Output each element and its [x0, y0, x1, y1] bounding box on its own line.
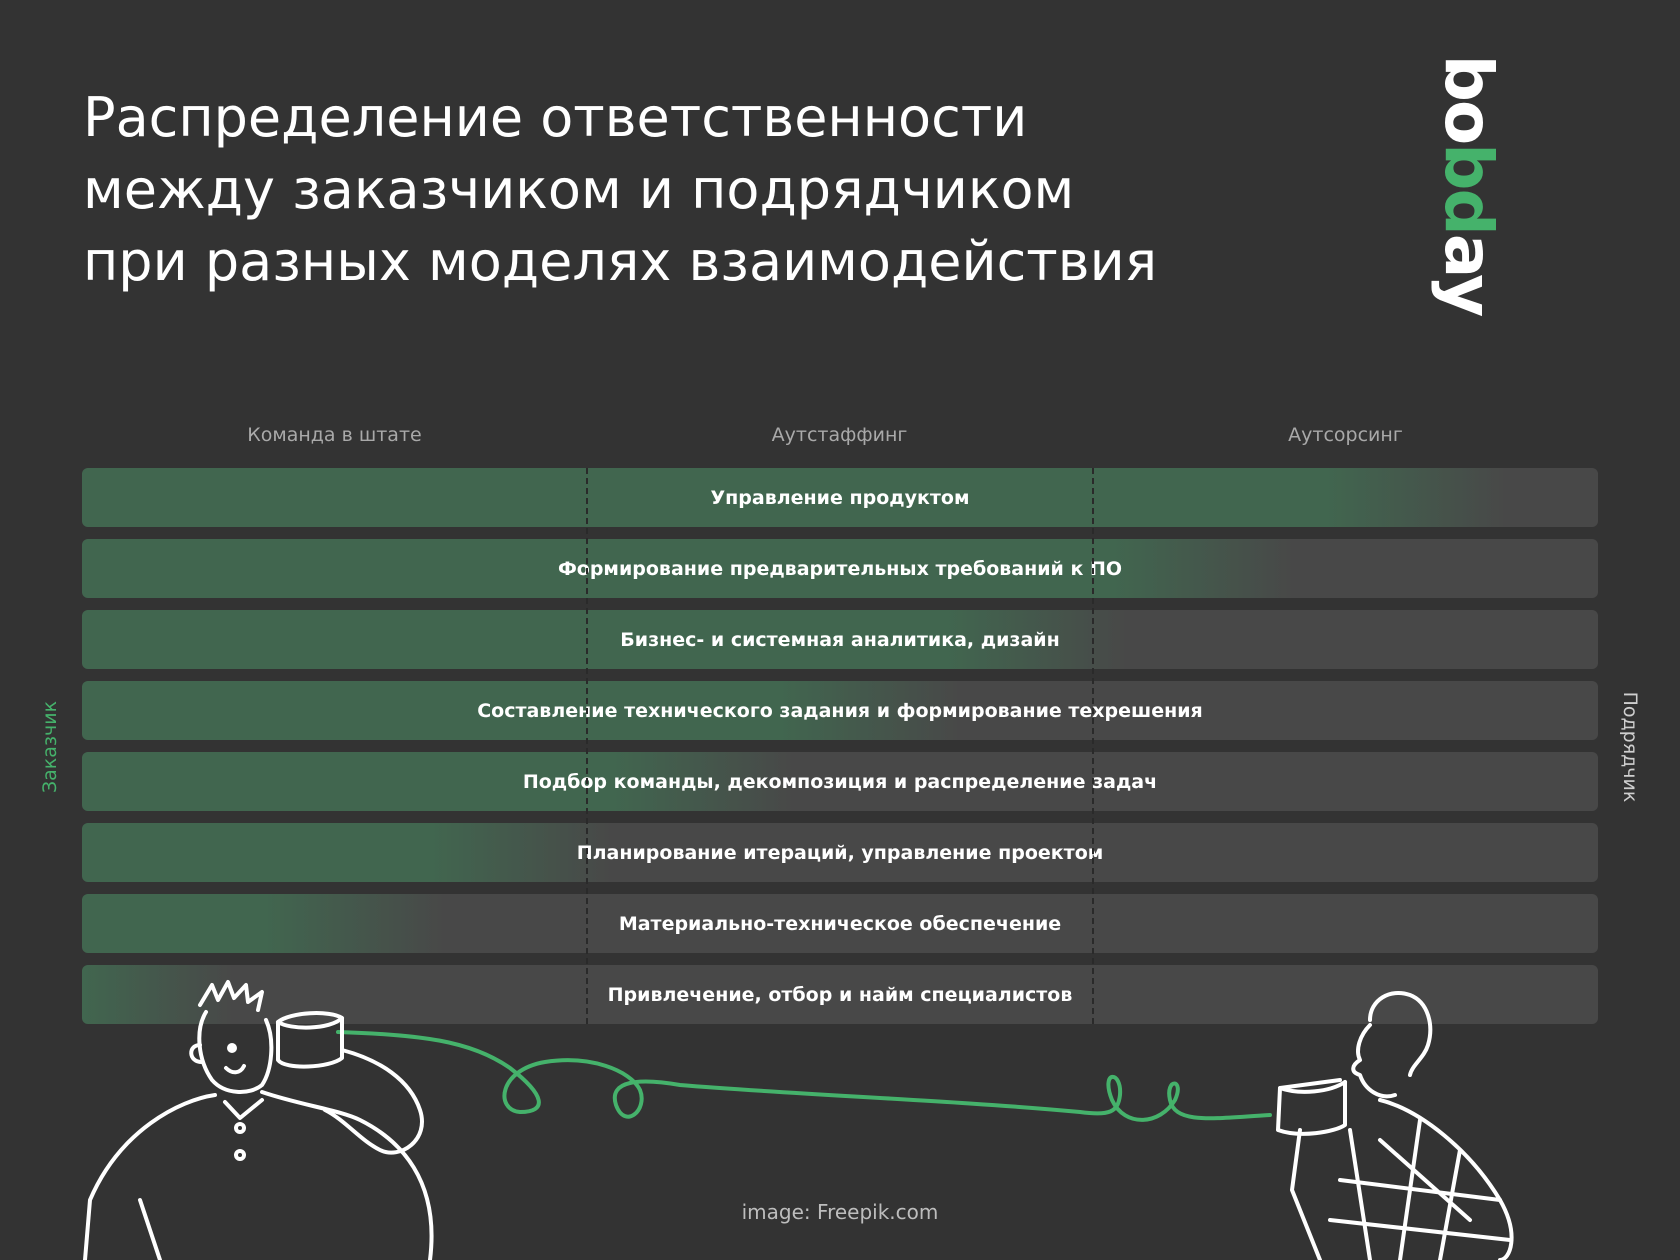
responsibility-row-label: Управление продуктом — [710, 486, 970, 509]
responsibility-row — [82, 823, 1598, 882]
column-divider-1 — [586, 468, 588, 1024]
responsibility-row — [82, 468, 1598, 527]
page-title — [83, 82, 1383, 298]
responsibility-rows — [82, 468, 1598, 1036]
responsibility-row-label: Формирование предварительных требований к ПО — [557, 557, 1123, 580]
title-line-2: между заказчиком и подрядчиком — [83, 158, 1075, 221]
responsibility-row-label: Составление технического задания и формирование техрешения — [477, 699, 1203, 722]
responsibility-row — [82, 539, 1598, 598]
responsibility-row-label: Материально-техническое обеспечение — [618, 912, 1062, 935]
title-line-3: при разных моделях взаимодействия — [83, 230, 1158, 293]
responsibility-row — [82, 752, 1598, 811]
responsibility-row — [82, 965, 1598, 1024]
image-credit: image: Freepik.com — [741, 1200, 939, 1224]
responsibility-row-label: Привлечение, отбор и найм специалистов — [607, 983, 1073, 1006]
bobday-logo — [1430, 54, 1507, 316]
column-header-inhouse: Команда в штате — [247, 424, 422, 446]
column-header-outsourcing: Аутсорсинг — [1288, 424, 1403, 446]
logo-part-1: bo — [1430, 54, 1507, 144]
logo-part-2: bd — [1430, 143, 1507, 234]
responsibility-row — [82, 681, 1598, 740]
column-divider-2 — [1092, 468, 1094, 1024]
title-line-1: Распределение ответственности — [83, 86, 1028, 149]
responsibility-row — [82, 610, 1598, 669]
responsibility-row — [82, 894, 1598, 953]
side-label-contractor: Подрядчик — [1619, 691, 1641, 803]
responsibility-row-label: Бизнес- и системная аналитика, дизайн — [620, 628, 1060, 651]
responsibility-row-label: Подбор команды, декомпозиция и распределение задач — [522, 770, 1158, 793]
string-line — [338, 1032, 1270, 1120]
responsibility-row-label: Планирование итераций, управление проектом — [576, 841, 1104, 864]
column-header-outstaffing: Аутстаффинг — [771, 424, 908, 446]
side-label-customer: Заказчик — [39, 700, 61, 794]
logo-part-3: ay — [1430, 233, 1507, 316]
